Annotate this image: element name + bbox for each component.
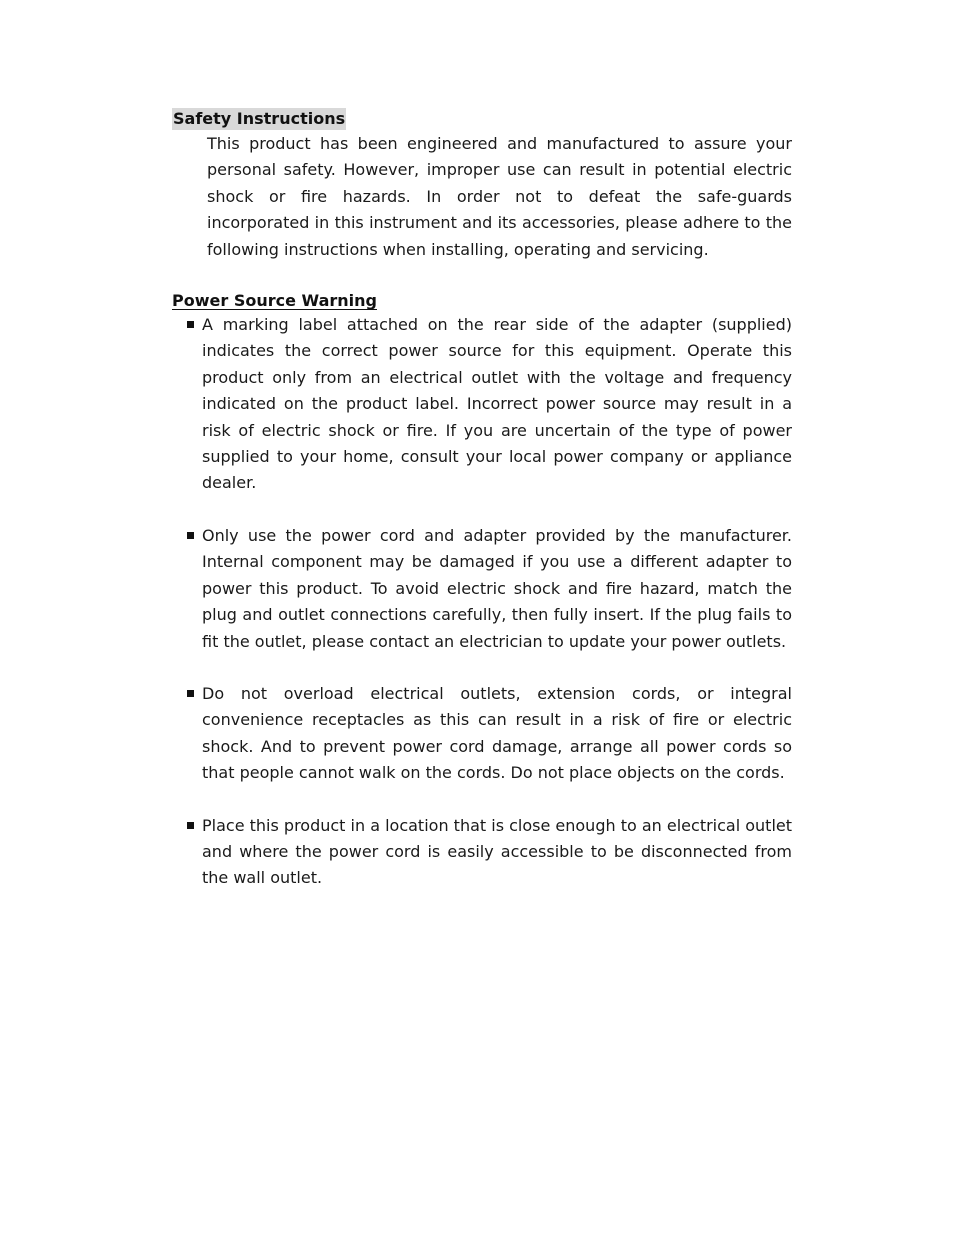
bullet-text: Place this product in a location that is close enough to an electrical outlet and where the power cord is easily accessible to be disconnected from the wall outlet.	[202, 815, 793, 888]
safety-section	[172, 108, 792, 263]
power-heading: Power Source Warning	[172, 291, 377, 311]
square-bullet-icon	[187, 690, 194, 697]
square-bullet-icon	[187, 321, 194, 328]
bullet-text: Only use the power cord and adapter provided by the manufacturer. Internal component may be damaged if you use a different adapter to power this product. To avoid electric shock and fire hazard, match the plug and outlet connections carefully, then fully insert. If the plug fails to fit the outlet, please contact an electrician to update your power outlets.	[202, 525, 792, 651]
list-item	[202, 523, 792, 655]
list-item	[202, 312, 792, 497]
square-bullet-icon	[187, 822, 194, 829]
bullet-text: Do not overload electrical outlets, extension cords, or integral convenience receptacles as this can result in a risk of fire or electric shock. And to prevent power cord damage, arrange all power cords so that people cannot walk on the cords. Do not place objects on the cords.	[202, 683, 792, 783]
list-item	[202, 681, 792, 787]
safety-paragraph: This product has been engineered and manufactured to assure your personal safety. However, improper use can result in potential electric shock or fire hazards. In order not to defeat the safe-guards incorporated in this instrument and its accessories, please adhere to the following instructions when installing, operating and servicing.	[207, 134, 792, 259]
square-bullet-icon	[187, 532, 194, 539]
bullet-text: A marking label attached on the rear side of the adapter (supplied) indicates the correct power source for this equipment. Operate this product only from an electrical outlet with the voltage and frequency indicated on the product label. Incorrect power source may result in a risk of electric shock or fire. If you are uncertain of the type of power supplied to your home, consult your local power company or appliance dealer.	[202, 315, 792, 493]
document-page	[172, 108, 792, 892]
safety-heading: Safety Instructions	[173, 109, 346, 128]
list-item	[202, 813, 792, 892]
power-bullet-list	[172, 312, 792, 892]
power-section	[172, 290, 792, 892]
